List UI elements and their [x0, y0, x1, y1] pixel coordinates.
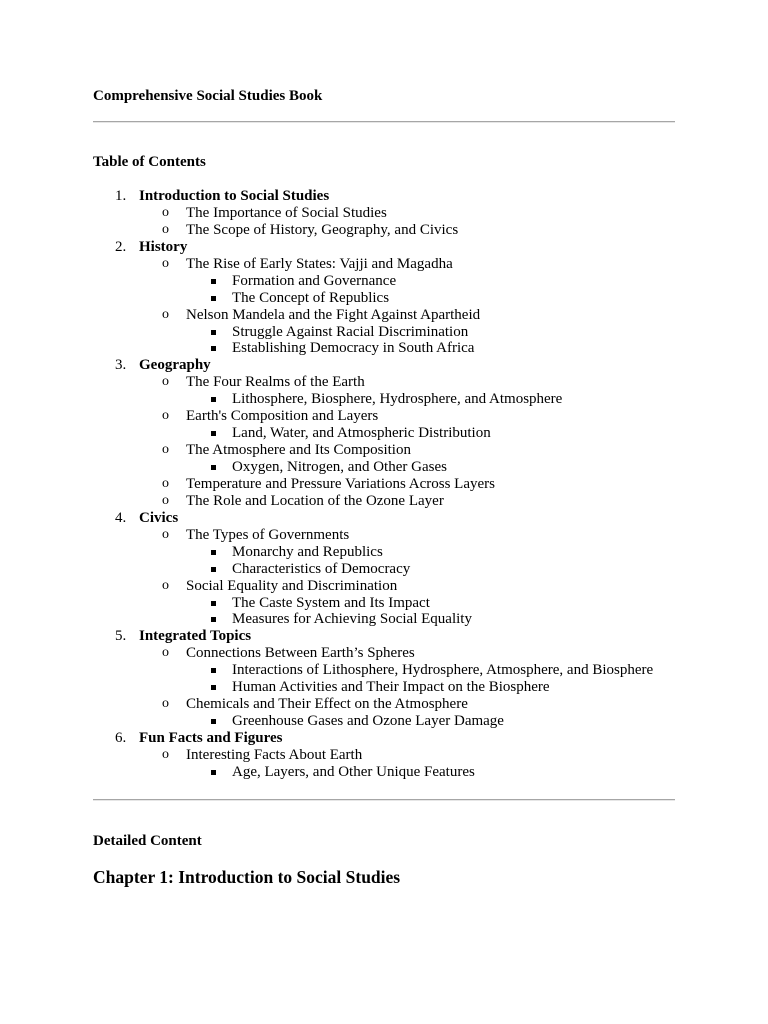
circle-bullet: o [162, 221, 169, 237]
list-number: 6. [115, 730, 127, 746]
toc-item [0, 764, 768, 781]
toc-entry-text: The Importance of Social Studies [186, 204, 387, 221]
toc-entry-text: The Scope of History, Geography, and Civics [186, 221, 459, 238]
toc-subsection [0, 493, 768, 510]
toc-heading: Table of Contents [93, 154, 206, 170]
circle-bullet: o [162, 204, 169, 220]
toc-section [0, 730, 768, 747]
toc-item [0, 425, 768, 442]
square-bullet-icon [211, 685, 216, 690]
circle-bullet: o [162, 746, 169, 762]
list-number: 2. [115, 238, 127, 255]
toc-entry-text: History [139, 238, 188, 255]
toc-entry-text: Geography [139, 357, 211, 374]
toc-subsection [0, 205, 768, 222]
toc-entry-text: Temperature and Pressure Variations Across Layers [186, 475, 495, 492]
table-of-contents [0, 188, 768, 781]
toc-subsection [0, 442, 768, 459]
list-number: 3. [115, 357, 127, 374]
toc-subsection [0, 222, 768, 239]
toc-section [0, 188, 768, 205]
horizontal-rule [93, 121, 675, 123]
circle-bullet: o [162, 475, 169, 491]
toc-entry-text: Introduction to Social Studies [139, 188, 330, 204]
toc-subsection [0, 645, 768, 662]
square-bullet-icon [211, 719, 216, 724]
square-bullet-icon [211, 601, 216, 606]
toc-entry-text: Formation and Governance [232, 272, 397, 289]
toc-item [0, 662, 768, 679]
toc-entry-text: The Atmosphere and Its Composition [186, 442, 411, 459]
toc-subsection [0, 578, 768, 595]
chapter-title: Chapter 1: Introduction to Social Studies [93, 867, 401, 887]
toc-subsection [0, 256, 768, 273]
circle-bullet: o [162, 442, 169, 458]
toc-item [0, 611, 768, 628]
toc-entry-text: The Concept of Republics [232, 289, 390, 306]
square-bullet-icon [211, 770, 216, 775]
toc-item [0, 324, 768, 341]
toc-section [0, 239, 768, 256]
toc-subsection [0, 307, 768, 324]
document-title: Comprehensive Social Studies Book [93, 88, 323, 104]
toc-item [0, 290, 768, 307]
circle-bullet: o [162, 696, 169, 712]
list-number: 4. [115, 509, 127, 526]
circle-bullet: o [162, 374, 169, 390]
toc-entry-text: Establishing Democracy in South Africa [232, 340, 475, 357]
toc-entry-text: Age, Layers, and Other Unique Features [232, 763, 475, 780]
toc-section [0, 628, 768, 645]
toc-subsection [0, 696, 768, 713]
square-bullet-icon [211, 397, 216, 402]
toc-entry-text: The Types of Governments [186, 526, 350, 543]
list-number: 5. [115, 628, 127, 645]
toc-subsection [0, 476, 768, 493]
toc-entry-text: Chemicals and Their Effect on the Atmosphere [186, 696, 468, 713]
toc-entry-text: The Role and Location of the Ozone Layer [186, 492, 444, 509]
toc-entry-text: Civics [139, 509, 179, 526]
toc-subsection [0, 408, 768, 425]
toc-entry-text: The Caste System and Its Impact [232, 594, 430, 611]
toc-entry-text: Characteristics of Democracy [232, 560, 411, 577]
toc-entry-text: Earth's Composition and Layers [186, 408, 379, 425]
toc-entry-text: The Four Realms of the Earth [186, 374, 365, 391]
square-bullet-icon [211, 346, 216, 351]
square-bullet-icon [211, 279, 216, 284]
square-bullet-icon [211, 431, 216, 436]
toc-entry-text: Land, Water, and Atmospheric Distribution [232, 425, 491, 442]
circle-bullet: o [162, 645, 169, 661]
square-bullet-icon [211, 668, 216, 673]
toc-entry-text: Lithosphere, Biosphere, Hydrosphere, and Atmosphere [232, 391, 563, 408]
square-bullet-icon [211, 550, 216, 555]
toc-entry-text: The Rise of Early States: Vajji and Magadha [186, 255, 453, 272]
toc-entry-text: Monarchy and Republics [232, 543, 383, 560]
toc-entry-text: Interesting Facts About Earth [186, 746, 363, 763]
toc-item [0, 595, 768, 612]
detailed-content-heading: Detailed Content [93, 833, 202, 849]
toc-item [0, 340, 768, 357]
square-bullet-icon [211, 617, 216, 622]
toc-item [0, 273, 768, 290]
list-number: 1. [115, 188, 127, 204]
circle-bullet: o [162, 306, 169, 322]
toc-item [0, 391, 768, 408]
toc-entry-text: Connections Between Earth’s Spheres [186, 645, 415, 662]
toc-section [0, 357, 768, 374]
horizontal-rule [93, 799, 675, 801]
circle-bullet: o [162, 526, 169, 542]
square-bullet-icon [211, 330, 216, 335]
toc-entry-text: Human Activities and Their Impact on the Biosphere [232, 679, 550, 696]
toc-item [0, 713, 768, 730]
toc-entry-text: Integrated Topics [139, 628, 252, 645]
toc-entry-text: Social Equality and Discrimination [186, 577, 398, 594]
square-bullet-icon [211, 465, 216, 470]
circle-bullet: o [162, 577, 169, 593]
toc-entry-text: Greenhouse Gases and Ozone Layer Damage [232, 713, 504, 730]
toc-entry-text: Nelson Mandela and the Fight Against Apartheid [186, 306, 481, 323]
toc-item [0, 459, 768, 476]
toc-entry-text: Fun Facts and Figures [139, 730, 283, 746]
toc-item [0, 561, 768, 578]
toc-entry-text: Measures for Achieving Social Equality [232, 611, 472, 628]
toc-subsection [0, 374, 768, 391]
toc-item [0, 544, 768, 561]
toc-item [0, 679, 768, 696]
circle-bullet: o [162, 255, 169, 271]
circle-bullet: o [162, 492, 169, 508]
square-bullet-icon [211, 296, 216, 301]
toc-entry-text: Oxygen, Nitrogen, and Other Gases [232, 459, 447, 475]
circle-bullet: o [162, 408, 169, 424]
toc-subsection [0, 747, 768, 764]
toc-section [0, 510, 768, 527]
toc-entry-text: Struggle Against Racial Discrimination [232, 323, 469, 340]
toc-subsection [0, 527, 768, 544]
square-bullet-icon [211, 567, 216, 572]
toc-entry-text: Interactions of Lithosphere, Hydrosphere, Atmosphere, and Biosphere [232, 662, 654, 679]
